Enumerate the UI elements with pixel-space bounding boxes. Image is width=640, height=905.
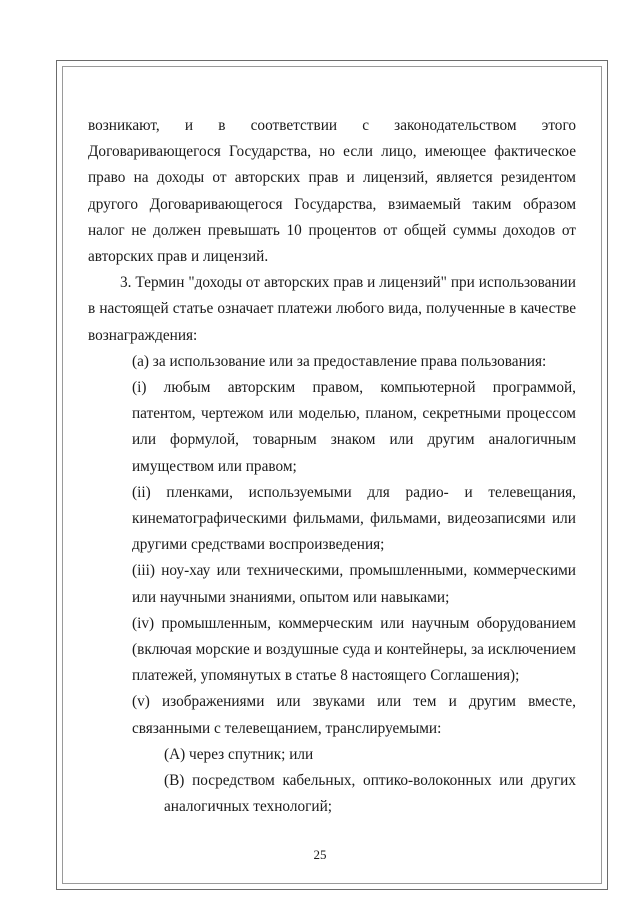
paragraph-item-3: 3. Термин "доходы от авторских прав и лицензий" при использовании в настоящей статье означает платежи любого вида, полученные в качестве вознаграждения: [88, 274, 576, 344]
subitem-v: (v) изображениями или звуками или тем и другим вместе, связанными с телевещанием, транслируемыми: [132, 693, 576, 737]
subitem-A: (A) через спутник; или [164, 745, 314, 763]
subitem-a: (a) за использование или за предоставление права пользования: [132, 352, 547, 370]
subitem-B: (B) посредством кабельных, оптико-волоконных или других аналогичных технологий; [164, 772, 576, 816]
document-body [88, 113, 576, 820]
paragraph-continuation: возникают, и в соответствии с законодательством этого Договаривающегося Государства, но если лицо, имеющее фактическое право на доходы от авторских прав и лицензий, является резидентом другого Договаривающегося Государства, взимаемый таким образом налог не должен превышать 10 процентов от общей суммы доходов от авторских прав и лицензий. [88, 117, 576, 266]
subitem-iii: (iii) ноу-хау или техническими, промышленными, коммерческими или научными знаниями, опытом или навыками; [132, 562, 576, 606]
page-number: 25 [313, 847, 327, 862]
subitem-iv: (iv) промышленным, коммерческим или научным оборудованием (включая морские и воздушные суда и контейнеры, за исключением платежей, упомянутых в статье 8 настоящего Соглашения); [132, 614, 576, 685]
subitem-i: (i) любым авторским правом, компьютерной программой, патентом, чертежом или моделью, планом, секретными процессом или формулой, товарным знаком или другим аналогичным имуществом или правом; [132, 379, 576, 475]
subitem-ii: (ii) пленками, используемыми для радио- и телевещания, кинематографическими фильмами, фильмами, видеозаписями или другими средствами воспроизведения; [132, 483, 576, 554]
